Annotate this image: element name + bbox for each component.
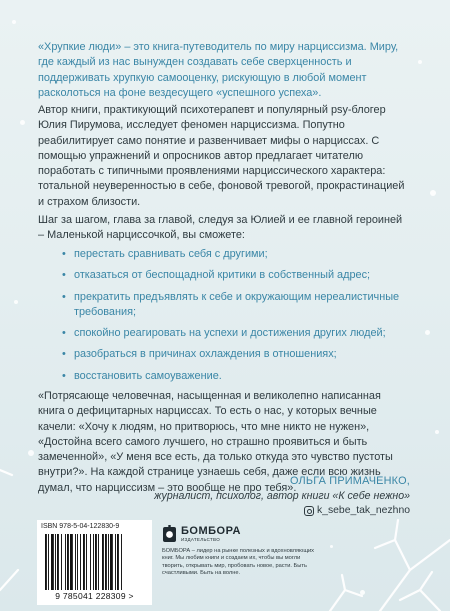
barcode-bar: [102, 534, 104, 590]
lead-paragraph: Шаг за шагом, глава за главой, следуя за Юлией и ее главной героиней – Маленькой нарциссочкой, вы сможете:: [38, 214, 403, 242]
publisher-name: БОМБОРА: [181, 525, 241, 537]
barcode-bar: [80, 534, 81, 590]
barcode-bars: [45, 534, 145, 590]
barcode-bar: [48, 534, 49, 590]
barcode-bar: [67, 534, 69, 590]
intro-paragraph: «Хрупкие люди» – это книга-путеводитель по миру нарциссизма. Миру, где каждый из нас вынужден создавать себе сверхценность и поддерживать хрупкую самооценку, рискующую в любой момент расколоться на фоне вездесущего «успешного успеха».: [38, 41, 399, 99]
barcode-bar: [61, 534, 62, 590]
list-item: • перестать сравнивать себя с другими;: [62, 247, 412, 262]
about-paragraph: Автор книги, практикующий психотерапевт и популярный psy-блогер Юлия Пирумова, исследует феномен нарциссизма. Попутно реабилитирует само понятие и развенчивает мифы о нарциссах. С помощью упражнений и опросников автор предлагает читателю поработать с типичными проявлениями нарциссического характера: тотальной неуверенностью в себе, фоновой тревогой, прокрастинацией и страхом близости.: [38, 104, 405, 208]
quote-author-role: журналист, психолог, автор книги «К себе нежно»: [154, 490, 410, 502]
barcode-bar: [83, 534, 85, 590]
publisher-logo: [162, 525, 241, 543]
list-item: • отказаться от беспощадной критики в собственный адрес;: [62, 268, 412, 283]
barcode-bar: [55, 534, 56, 590]
bullet-icon: •: [62, 369, 66, 382]
barcode-bar: [95, 534, 97, 590]
barcode-bar: [86, 534, 87, 590]
barcode-bar: [117, 534, 119, 590]
quote-author-name: ОЛЬГА ПРИМАЧЕНКО,: [289, 475, 410, 487]
bullet-icon: •: [62, 290, 66, 303]
review-quote: «Потрясающе человечная, насыщенная и великолепно написанная книга о дефицитарных нарциссах. То есть о нас, у которых вечные качели: «Хочу к людям, но притворюсь, что мне никто не нужен», «Достойна всего самого лучшего, но страшно проявиться и быть замеченной», «У меня все есть, да только откуда это чувство пустоты внутри?». На каждой странице узнаешь себя, даже если всю жизнь думал, что нарциссизм – это вообще не про тебя».: [38, 390, 393, 494]
barcode-bar: [65, 534, 66, 590]
publisher-subtitle: ИЗДАТЕЛЬСТВО: [181, 537, 221, 542]
barcode-bar: [45, 534, 47, 590]
barcode-bar: [51, 534, 54, 590]
instagram-icon: [304, 506, 314, 516]
bombora-logo-icon: [162, 525, 177, 543]
bullet-icon: •: [62, 269, 66, 282]
quote-author-handle: [304, 505, 410, 516]
bullet-icon: •: [62, 327, 66, 340]
bullet-icon: •: [62, 348, 66, 361]
list-item: • прекратить предъявлять к себе и окружающим нереалистичные требования;: [62, 290, 400, 318]
barcode: [37, 520, 152, 605]
handle-text: k_sebe_tak_nezhno: [316, 505, 410, 516]
isbn-label: ISBN 978-5-04-122830-9: [41, 523, 120, 530]
barcode-bar: [70, 534, 73, 590]
barcode-digits: 9 785041 228309 >: [55, 591, 134, 601]
barcode-bar: [93, 534, 94, 590]
benefits-list: [62, 247, 412, 384]
barcode-bar: [57, 534, 59, 590]
list-item: • восстановить самоуважение.: [62, 369, 412, 384]
barcode-bar: [110, 534, 113, 590]
barcode-bar: [115, 534, 116, 590]
publisher-description: БОМБОРА – лидер на рынке полезных и вдохновляющих книг. Мы любим книги и создаем их, чтобы вы могли творить, открывать мир, пробовать новое, расти. Быть счастливыми. Быть на волне.: [162, 548, 315, 576]
barcode-bar: [108, 534, 109, 590]
list-item: • спокойно реагировать на успехи и достижения других людей;: [62, 326, 412, 341]
barcode-bar: [98, 534, 99, 590]
list-item: • разобраться в причинах охлаждения в отношениях;: [62, 347, 412, 362]
barcode-bar: [77, 534, 78, 590]
barcode-bar: [121, 534, 122, 590]
barcode-bar: [90, 534, 91, 590]
barcode-bar: [105, 534, 107, 590]
barcode-bar: [75, 534, 76, 590]
bullet-icon: •: [62, 248, 66, 260]
